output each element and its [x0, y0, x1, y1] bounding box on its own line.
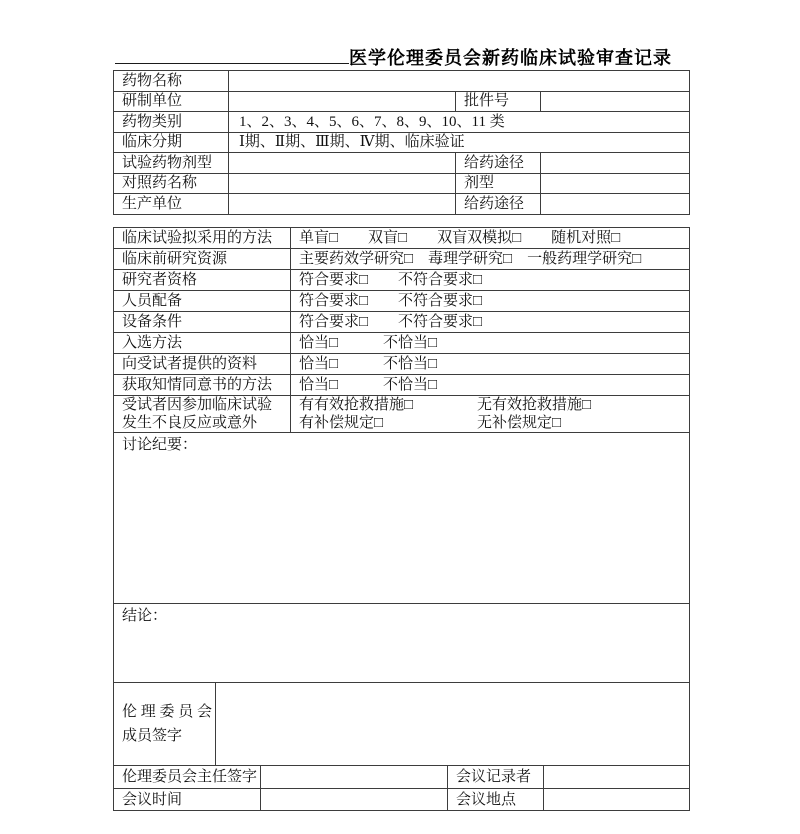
manufacturer-value [229, 194, 456, 215]
row-staffing [114, 291, 690, 312]
trial-dosage-label: 试验药物剂型 [114, 153, 229, 174]
recorder-label: 会议记录者 [448, 766, 544, 789]
chair-signature-label: 伦理委员会主任签字 [114, 766, 261, 789]
control-drug-label: 对照药名称 [114, 173, 229, 194]
trial-dosage-value [229, 153, 456, 174]
rescue-yes-checkbox: 有有效抢救措施□ [299, 397, 414, 413]
row-drug-category [114, 112, 690, 133]
row-enrollment [114, 333, 690, 354]
row-trial-method [114, 228, 690, 249]
member-signature-label [114, 683, 216, 766]
chair-signature-value [261, 766, 448, 789]
row-member-signatures [114, 683, 690, 766]
drug-info-table [113, 70, 690, 215]
row-preclinical [114, 249, 690, 270]
dosage-form-value [541, 173, 690, 194]
row-control-drug [114, 173, 690, 194]
meeting-place-value [544, 789, 690, 811]
meeting-place-label: 会议地点 [448, 789, 544, 811]
drug-category-options: 1、2、3、4、5、6、7、8、9、10、11 类 [229, 112, 690, 133]
document-header [115, 44, 695, 70]
institution-blank-line [115, 46, 349, 64]
row-drug-name [114, 71, 690, 92]
materials-checkboxes: 恰当□ 不恰当□ [291, 354, 690, 375]
member-signature-label-line1: 伦 理 委 员 会 [122, 704, 213, 720]
row-equipment [114, 312, 690, 333]
row-consent [114, 375, 690, 396]
row-investigator [114, 270, 690, 291]
consent-label: 获取知情同意书的方法 [114, 375, 291, 396]
row-adverse-events [114, 396, 690, 433]
member-signature-label-line2: 成员签字 [122, 728, 183, 744]
materials-label: 向受试者提供的资料 [114, 354, 291, 375]
adverse-checkboxes [291, 396, 690, 433]
drug-name-value [229, 71, 690, 92]
investigator-checkboxes: 符合要求□ 不符合要求□ [291, 270, 690, 291]
dosage-form-label: 剂型 [456, 173, 541, 194]
adverse-label [114, 396, 291, 433]
document-title: 医学伦理委员会新药临床试验审查记录 [349, 48, 672, 68]
preclinical-label: 临床前研究资源 [114, 249, 291, 270]
approval-no-label: 批件号 [456, 91, 541, 112]
staffing-checkboxes: 符合要求□ 不符合要求□ [291, 291, 690, 312]
review-table [113, 227, 690, 811]
manufacturer-label: 生产单位 [114, 194, 229, 215]
equipment-checkboxes: 符合要求□ 不符合要求□ [291, 312, 690, 333]
dev-unit-value [229, 91, 456, 112]
control-drug-value [229, 173, 456, 194]
compensation-yes-checkbox: 有补偿规定□ [299, 415, 384, 431]
equipment-label: 设备条件 [114, 312, 291, 333]
member-signature-area [216, 683, 690, 766]
staffing-label: 人员配备 [114, 291, 291, 312]
row-discussion-minutes [114, 433, 690, 604]
meeting-time-label: 会议时间 [114, 789, 261, 811]
admin-route2-label: 给药途径 [456, 194, 541, 215]
row-manufacturer [114, 194, 690, 215]
consent-checkboxes: 恰当□ 不恰当□ [291, 375, 690, 396]
row-dev-unit [114, 91, 690, 112]
row-meeting-time [114, 789, 690, 811]
clinical-phase-label: 临床分期 [114, 132, 229, 153]
adverse-label-line1: 受试者因参加临床试验 [122, 397, 273, 413]
enrollment-label: 入选方法 [114, 333, 291, 354]
preclinical-checkboxes: 主要药效学研究□ 毒理学研究□ 一般药理学研究□ [291, 249, 690, 270]
conclusion-label: 结论： [122, 608, 168, 624]
dev-unit-label: 研制单位 [114, 91, 229, 112]
admin-route2-value [541, 194, 690, 215]
row-chair-signature [114, 766, 690, 789]
row-trial-dosage [114, 153, 690, 174]
approval-no-value [541, 91, 690, 112]
drug-category-label: 药物类别 [114, 112, 229, 133]
conclusion-area [114, 604, 690, 683]
trial-method-label: 临床试验拟采用的方法 [114, 228, 291, 249]
discussion-minutes-label: 讨论纪要： [122, 437, 198, 453]
row-materials [114, 354, 690, 375]
row-conclusion [114, 604, 690, 683]
drug-name-label: 药物名称 [114, 71, 229, 92]
trial-method-checkboxes: 单盲□ 双盲□ 双盲双模拟□ 随机对照□ [291, 228, 690, 249]
meeting-time-value [261, 789, 448, 811]
enrollment-checkboxes: 恰当□ 不恰当□ [291, 333, 690, 354]
adverse-label-line2: 发生不良反应或意外 [122, 415, 258, 431]
admin-route-label: 给药途径 [456, 153, 541, 174]
investigator-label: 研究者资格 [114, 270, 291, 291]
recorder-value [544, 766, 690, 789]
compensation-no-checkbox: 无补偿规定□ [477, 415, 562, 431]
clinical-phase-options: Ⅰ期、Ⅱ期、Ⅲ期、Ⅳ期、临床验证 [229, 132, 690, 153]
rescue-no-checkbox: 无有效抢救措施□ [477, 397, 592, 413]
discussion-minutes-area [114, 433, 690, 604]
admin-route-value [541, 153, 690, 174]
row-clinical-phase [114, 132, 690, 153]
